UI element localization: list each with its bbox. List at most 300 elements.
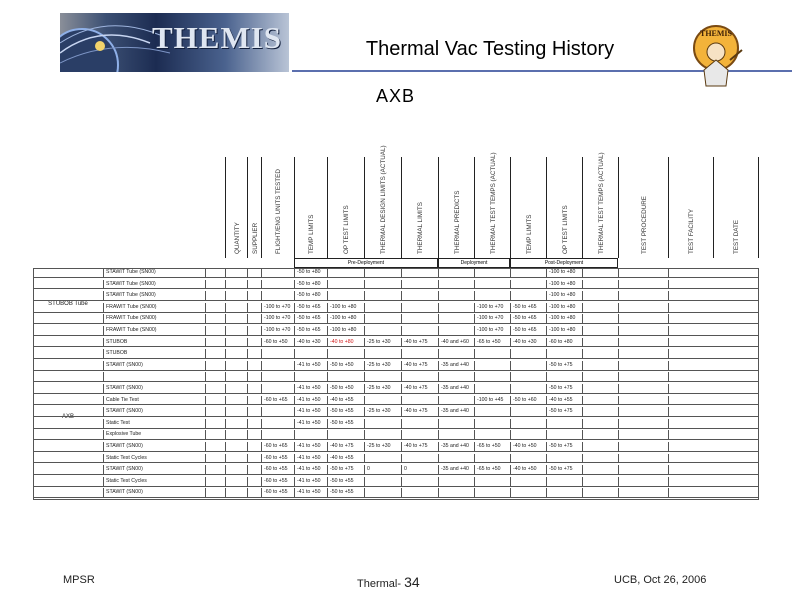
column-header	[225, 157, 247, 258]
table-cell	[261, 419, 294, 429]
table-cell: STAWIT (SN00)	[103, 384, 205, 394]
table-cell	[438, 430, 474, 440]
table-cell	[205, 303, 225, 313]
table-cell	[474, 488, 510, 498]
table-cell: -35 and +40	[438, 465, 474, 475]
table-cell: FRAWIT Tube (SN00)	[103, 303, 205, 313]
table-cell	[582, 268, 618, 278]
table-cell	[618, 477, 668, 487]
table-row	[33, 349, 759, 359]
column-header	[546, 157, 582, 258]
column-header	[247, 157, 261, 258]
table-cell: Cable Tie Test	[103, 396, 205, 406]
table-cell	[225, 268, 247, 278]
table-cell: -40 to +30	[294, 338, 327, 348]
table-cell: -50 to +55	[327, 477, 364, 487]
column-header-label: TEST PROCEDURE	[640, 196, 648, 254]
table-row	[33, 280, 759, 290]
table-cell: -40 to +80	[327, 338, 364, 348]
table-cell: -41 to +50	[294, 454, 327, 464]
table-row	[33, 454, 759, 464]
table-cell	[401, 291, 438, 301]
table-row	[33, 268, 759, 278]
table-row	[33, 338, 759, 348]
table-cell: -100 to +70	[474, 314, 510, 324]
table-cell: -25 to +30	[364, 407, 401, 417]
table-cell: -50 to +75	[546, 442, 582, 452]
table-cell: -60 to +65	[261, 442, 294, 452]
table-cell: -25 to +30	[364, 361, 401, 371]
table-row	[33, 419, 759, 429]
table-cell: -65 to +50	[474, 465, 510, 475]
column-header	[261, 157, 294, 258]
table-cell	[582, 419, 618, 429]
table-cell: -41 to +50	[294, 488, 327, 498]
table-cell: -50 to +50	[327, 361, 364, 371]
table-cell	[205, 268, 225, 278]
table-cell	[247, 430, 261, 440]
table-cell: -40 to +55	[327, 396, 364, 406]
table-row	[33, 314, 759, 324]
table-cell: STAWIT (SN00)	[103, 407, 205, 417]
column-header	[364, 145, 401, 258]
table-cell	[582, 361, 618, 371]
table-cell	[225, 442, 247, 452]
table-cell	[364, 396, 401, 406]
table-cell	[261, 430, 294, 440]
table-cell: STAWIT (SN00)	[103, 465, 205, 475]
table-row	[33, 361, 759, 371]
column-header	[401, 157, 438, 258]
table-cell	[474, 268, 510, 278]
table-cell	[618, 372, 668, 382]
table-cell	[618, 442, 668, 452]
table-cell: -50 to +65	[510, 326, 546, 336]
column-header-label: THERMAL PREDICTS	[453, 190, 461, 254]
table-cell	[438, 477, 474, 487]
table-cell: -100 to +80	[546, 268, 582, 278]
footer-date: UCB, Oct 26, 2006	[614, 574, 707, 586]
table-cell	[247, 372, 261, 382]
table-cell	[225, 454, 247, 464]
table-cell: Static Test	[103, 419, 205, 429]
table-cell: -35 and +40	[438, 361, 474, 371]
table-cell: -25 to +30	[364, 442, 401, 452]
table-cell	[247, 488, 261, 498]
table-cell: -41 to +50	[294, 396, 327, 406]
table-cell	[582, 442, 618, 452]
table-cell	[438, 396, 474, 406]
table-cell	[205, 361, 225, 371]
table-cell	[247, 268, 261, 278]
table-cell	[247, 326, 261, 336]
table-cell	[582, 280, 618, 290]
table-cell	[401, 314, 438, 324]
table-cell: -41 to +50	[294, 465, 327, 475]
table-cell	[364, 477, 401, 487]
table-cell: -100 to +70	[474, 303, 510, 313]
table-cell: -50 to +75	[546, 407, 582, 417]
table-cell	[327, 430, 364, 440]
column-header-label: TEMP LIMITS	[308, 214, 315, 254]
table-cell	[668, 280, 713, 290]
table-cell: -41 to +50	[294, 361, 327, 371]
table-cell	[668, 361, 713, 371]
table-cell: -25 to +30	[364, 338, 401, 348]
table-cell	[510, 372, 546, 382]
table-cell	[582, 430, 618, 440]
table-cell	[327, 280, 364, 290]
table-cell	[618, 326, 668, 336]
table-cell	[327, 291, 364, 301]
table-cell	[474, 477, 510, 487]
table-cell	[401, 326, 438, 336]
table-cell: STAWIT (SN00)	[103, 361, 205, 371]
table-cell: -100 to +70	[261, 314, 294, 324]
table-cell	[364, 488, 401, 498]
table-cell: -60 to +65	[261, 396, 294, 406]
table-cell: -41 to +50	[294, 442, 327, 452]
row-group-axb: AXB	[61, 414, 74, 420]
table-row	[33, 372, 759, 382]
table-cell	[474, 430, 510, 440]
table-cell: -100 to +80	[327, 326, 364, 336]
table-cell: -65 to +50	[474, 442, 510, 452]
table-cell	[510, 291, 546, 301]
table-cell	[401, 349, 438, 359]
table-cell: -60 to +55	[261, 465, 294, 475]
table-cell	[438, 280, 474, 290]
table-cell	[261, 291, 294, 301]
table-cell: -41 to +50	[294, 407, 327, 417]
column-header-label: THERMAL DESIGN LIMITS (ACTUAL)	[380, 145, 387, 254]
table-cell: -100 to +80	[327, 314, 364, 324]
row-group-stubob-tube: STUBOB Tube	[48, 301, 88, 307]
table-cell: -60 to +80	[546, 338, 582, 348]
table-cell	[294, 349, 327, 359]
table-cell	[327, 372, 364, 382]
column-header	[510, 157, 546, 258]
table-cell	[225, 396, 247, 406]
table-cell	[546, 488, 582, 498]
table-cell: STAWIT (SN00)	[103, 442, 205, 452]
column-header	[618, 157, 668, 258]
table-cell: -60 to +55	[261, 488, 294, 498]
table-cell: STAWIT Tube (SN00)	[103, 280, 205, 290]
table-cell	[205, 488, 225, 498]
table-cell: -40 to +55	[546, 396, 582, 406]
table-cell	[261, 372, 294, 382]
table-cell	[247, 442, 261, 452]
thermal-vac-table	[33, 145, 759, 500]
table-cell	[618, 314, 668, 324]
table-cell	[261, 280, 294, 290]
table-cell: -50 to +80	[294, 268, 327, 278]
table-cell	[546, 419, 582, 429]
table-row	[33, 488, 759, 498]
table-cell	[582, 314, 618, 324]
table-cell: -100 to +70	[261, 303, 294, 313]
table-cell: -41 to +50	[294, 477, 327, 487]
themis-logo	[60, 13, 289, 72]
table-cell: -60 to +55	[261, 454, 294, 464]
table-cell: Static Test Cycles	[103, 477, 205, 487]
table-cell: -40 to +75	[401, 407, 438, 417]
table-cell	[668, 442, 713, 452]
table-cell	[582, 477, 618, 487]
footer-page-label: Thermal-	[357, 578, 402, 590]
table-cell	[364, 372, 401, 382]
table-cell	[474, 384, 510, 394]
table-cell	[364, 349, 401, 359]
footer-page-number: 34	[404, 574, 420, 590]
table-cell	[510, 419, 546, 429]
table-cell	[474, 454, 510, 464]
table-cell	[205, 280, 225, 290]
table-cell	[225, 303, 247, 313]
table-cell	[474, 361, 510, 371]
table-cell: -40 to +75	[401, 361, 438, 371]
table-cell	[474, 419, 510, 429]
table-cell: -50 to +75	[546, 384, 582, 394]
table-cell	[582, 407, 618, 417]
table-cell: STAWIT Tube (SN00)	[103, 268, 205, 278]
table-cell	[668, 465, 713, 475]
table-cell: -50 to +80	[294, 280, 327, 290]
table-cell	[438, 488, 474, 498]
table-cell	[247, 349, 261, 359]
table-cell	[261, 384, 294, 394]
table-cell	[438, 303, 474, 313]
table-cell	[438, 454, 474, 464]
table-cell	[294, 430, 327, 440]
table-cell	[618, 396, 668, 406]
table-cell	[618, 338, 668, 348]
table-cell	[247, 477, 261, 487]
footer-left: MPSR	[63, 574, 95, 586]
table-cell: STUBOB	[103, 349, 205, 359]
table-cell	[261, 349, 294, 359]
table-cell	[618, 454, 668, 464]
column-header-label: SUPPLIER	[251, 222, 259, 254]
table-cell	[225, 291, 247, 301]
table-cell: -50 to +55	[327, 488, 364, 498]
table-cell: STAWIT (SN00)	[103, 488, 205, 498]
table-cell	[668, 314, 713, 324]
table-cell	[261, 268, 294, 278]
table-cell	[582, 372, 618, 382]
table-cell	[205, 326, 225, 336]
table-cell	[668, 488, 713, 498]
table-row	[33, 442, 759, 452]
table-cell: -50 to +80	[294, 291, 327, 301]
table-cell	[438, 419, 474, 429]
table-cell	[582, 488, 618, 498]
table-cell	[401, 396, 438, 406]
table-cell	[225, 372, 247, 382]
table-row	[33, 430, 759, 440]
table-cell	[668, 349, 713, 359]
table-cell	[205, 454, 225, 464]
table-cell	[294, 372, 327, 382]
table-cell: Static Test Cycles	[103, 454, 205, 464]
table-cell: -40 to +55	[327, 454, 364, 464]
table-cell	[438, 291, 474, 301]
table-cell	[205, 291, 225, 301]
table-cell	[225, 361, 247, 371]
column-header-label: TEST DATE	[733, 219, 740, 254]
column-header-label: FLIGHT/ENG UNITS TESTED	[275, 169, 282, 254]
table-cell	[474, 407, 510, 417]
table-cell: -100 to +80	[546, 280, 582, 290]
table-cell	[401, 454, 438, 464]
column-header-label: OP TEST LIMITS	[561, 205, 569, 254]
table-cell: -100 to +70	[474, 326, 510, 336]
table-cell	[582, 303, 618, 313]
table-cell	[618, 407, 668, 417]
column-header	[294, 157, 327, 258]
table-cell: -40 and +60	[438, 338, 474, 348]
table-cell	[618, 361, 668, 371]
table-row	[33, 326, 759, 336]
table-cell	[225, 477, 247, 487]
table-cell	[510, 361, 546, 371]
table-cell: -50 to +65	[510, 314, 546, 324]
table-cell: -50 to +75	[327, 465, 364, 475]
table-cell	[510, 488, 546, 498]
table-cell	[205, 442, 225, 452]
table-cell	[668, 268, 713, 278]
table-cell	[401, 488, 438, 498]
table-cell	[668, 291, 713, 301]
table-cell	[261, 407, 294, 417]
table-cell	[438, 314, 474, 324]
table-cell	[401, 280, 438, 290]
table-cell	[668, 338, 713, 348]
table-cell	[205, 384, 225, 394]
footer-page	[357, 574, 420, 590]
table-cell	[438, 268, 474, 278]
table-cell	[546, 454, 582, 464]
table-cell	[401, 477, 438, 487]
table-cell	[618, 488, 668, 498]
table-cell	[205, 338, 225, 348]
column-header	[582, 152, 618, 258]
table-cell: -100 to +80	[546, 314, 582, 324]
column-header-label: OP TEST LIMITS	[343, 205, 350, 254]
table-cell	[364, 430, 401, 440]
column-group-label: Post-Deployment	[510, 258, 618, 268]
table-cell	[618, 291, 668, 301]
column-header	[474, 152, 510, 258]
table-cell	[364, 280, 401, 290]
table-header	[205, 145, 759, 258]
table-cell	[205, 396, 225, 406]
table-cell	[668, 384, 713, 394]
table-cell: -41 to +50	[294, 419, 327, 429]
table-cell	[247, 280, 261, 290]
table-cell	[327, 349, 364, 359]
table-cell	[364, 326, 401, 336]
table-cell: -100 to +70	[261, 326, 294, 336]
table-cell	[582, 454, 618, 464]
column-header-label: TEST FACILITY	[688, 208, 695, 254]
table-cell	[618, 419, 668, 429]
table-cell: -50 to +55	[327, 419, 364, 429]
table-cell	[364, 419, 401, 429]
column-header-label: THERMAL TEST TEMPS (ACTUAL)	[597, 152, 605, 254]
table-cell	[364, 314, 401, 324]
table-cell: -35 and +40	[438, 442, 474, 452]
table-cell	[225, 407, 247, 417]
column-header	[327, 157, 364, 258]
table-cell: -100 to +80	[546, 326, 582, 336]
table-cell	[618, 349, 668, 359]
table-cell	[247, 338, 261, 348]
table-cell	[401, 268, 438, 278]
table-cell: -40 to +75	[401, 338, 438, 348]
table-cell	[510, 268, 546, 278]
table-cell	[261, 361, 294, 371]
table-cell: -35 and +40	[438, 384, 474, 394]
table-cell	[668, 454, 713, 464]
table-cell	[618, 303, 668, 313]
table-cell	[474, 349, 510, 359]
table-cell	[247, 303, 261, 313]
table-cell: -40 to +75	[401, 384, 438, 394]
column-header	[713, 157, 759, 258]
table-cell	[205, 372, 225, 382]
table-cell	[582, 349, 618, 359]
table-cell	[668, 477, 713, 487]
table-cell: -50 to +65	[294, 303, 327, 313]
table-cell: -50 to +75	[546, 465, 582, 475]
table-cell	[103, 372, 205, 382]
table-cell	[247, 396, 261, 406]
table-cell	[205, 477, 225, 487]
table-cell	[438, 349, 474, 359]
table-cell	[225, 465, 247, 475]
table-cell	[510, 384, 546, 394]
table-cell: -100 to +45	[474, 396, 510, 406]
table-cell: -40 to +30	[510, 338, 546, 348]
table-cell	[225, 338, 247, 348]
table-cell	[582, 291, 618, 301]
table-cell	[582, 465, 618, 475]
table-cell	[225, 349, 247, 359]
table-cell	[205, 419, 225, 429]
table-cell	[510, 430, 546, 440]
column-header-label: THERMAL TEST TEMPS (ACTUAL)	[489, 152, 497, 254]
table-cell: STAWIT Tube (SN00)	[103, 291, 205, 301]
table-cell: -50 to +50	[327, 384, 364, 394]
table-cell	[225, 384, 247, 394]
table-cell	[618, 280, 668, 290]
table-cell	[582, 326, 618, 336]
table-cell	[668, 326, 713, 336]
table-row	[33, 407, 759, 417]
column-header-label: QUANTITY	[233, 222, 241, 254]
table-cell	[474, 280, 510, 290]
table-row	[33, 465, 759, 475]
table-cell	[205, 465, 225, 475]
column-header	[668, 157, 713, 258]
table-cell	[668, 372, 713, 382]
table-cell: -50 to +60	[510, 396, 546, 406]
table-cell: -60 to +50	[261, 338, 294, 348]
column-header	[438, 157, 474, 258]
table-row	[33, 477, 759, 487]
